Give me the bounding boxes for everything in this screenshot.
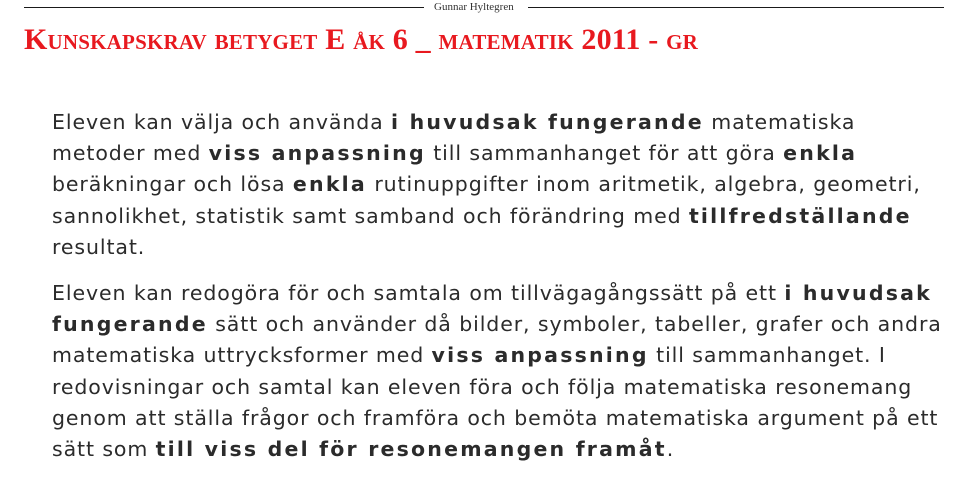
emphasis-text: enkla bbox=[292, 172, 367, 197]
paragraph-2 bbox=[52, 278, 947, 465]
document-body bbox=[52, 107, 947, 465]
text-segment: matematiska metoder med bbox=[52, 110, 856, 166]
emphasis-text: i huvudsak fungerande bbox=[52, 281, 932, 337]
text-segment: sätt och använder då bilder, symboler, tabeller, grafer och andra matematiska uttrycksformer med bbox=[52, 312, 942, 368]
page-title: Kunskapskrav betyget E åk 6 _ matematik 2011 - gr bbox=[24, 23, 699, 56]
text-segment: Eleven kan redogöra för och samtala om tillvägagångssätt på ett bbox=[52, 281, 785, 306]
text-segment: till sammanhanget för att göra bbox=[425, 141, 784, 166]
emphasis-text: tillfredställande bbox=[688, 203, 912, 228]
emphasis-text: enkla bbox=[783, 141, 858, 166]
text-segment: resultat. bbox=[52, 234, 146, 259]
emphasis-text: viss anpassning bbox=[431, 343, 649, 368]
text-segment: Eleven kan välja och använda bbox=[52, 110, 392, 134]
text-segment: rutinuppgifter inom aritmetik, algebra, geometri, sannolikhet, statistik samt samband och förändring med bbox=[52, 172, 921, 228]
text-segment: . bbox=[666, 437, 675, 462]
text-segment: till sammanhanget. I redovisningar och samtal kan eleven föra och följa matematiska resonemang genom att ställa frågor och framföra och bemöta matematiska argument på ett sätt som bbox=[52, 343, 939, 462]
emphasis-text: till viss del för resonemangen framåt bbox=[155, 437, 667, 462]
text-segment: beräkningar och lösa bbox=[52, 172, 293, 197]
emphasis-text: viss anpassning bbox=[208, 141, 426, 166]
paragraph-1 bbox=[52, 107, 947, 263]
header-rule-left bbox=[24, 7, 424, 8]
header-rule-right bbox=[528, 7, 944, 8]
emphasis-text: i huvudsak fungerande bbox=[391, 110, 704, 134]
author-name: Gunnar Hyltegren bbox=[434, 1, 514, 13]
